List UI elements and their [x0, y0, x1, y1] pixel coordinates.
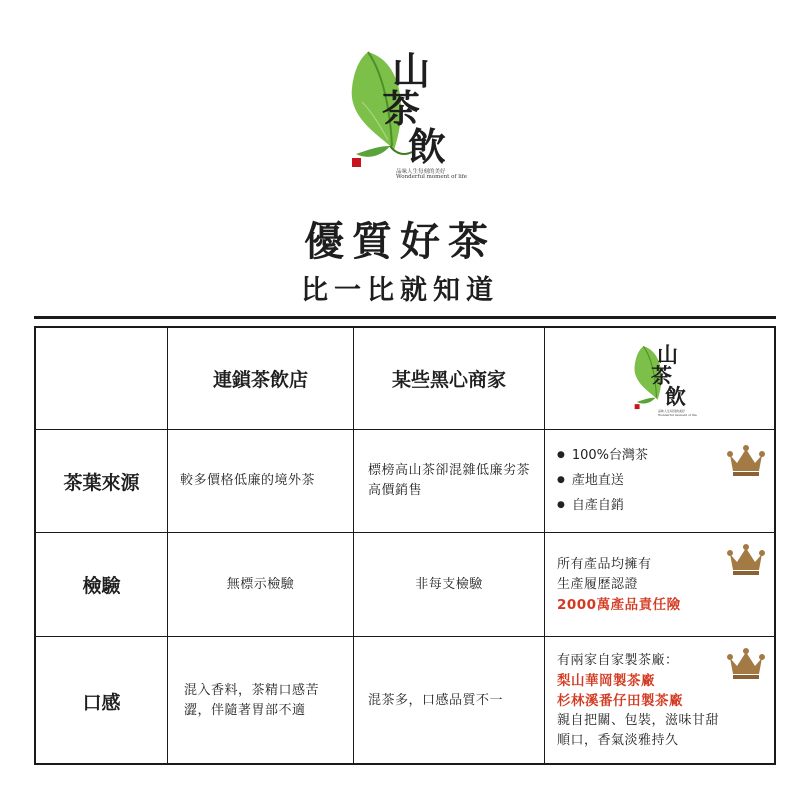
cell-chain-tea-source: 較多價格低廉的境外茶	[180, 473, 316, 488]
brand-logo-text: 山 茶 飲	[651, 342, 686, 409]
logo-tagline-cn: 品味人生每刻的美好	[396, 169, 446, 175]
row-header-tea-source: 茶葉來源	[63, 471, 140, 494]
insurance-highlight: 2000萬產品責任險	[557, 596, 681, 613]
logo-tagline-en: Wonderful moment of life	[658, 413, 697, 417]
list-item: ● 100%台灣茶	[557, 444, 648, 469]
text-line: 有兩家自家製茶廠：	[557, 653, 679, 668]
text-line: 生產履歷認證	[557, 576, 639, 592]
page-subtitle: 比一比就知道	[301, 275, 499, 306]
list-item: ● 自產自銷	[557, 494, 648, 519]
cell-chain-taste: 混入香料，茶精口感苦澀，伴隨著胃部不適	[184, 683, 320, 718]
column-header-blackheart: 某些黑心商家	[391, 369, 506, 391]
brand-logo-text: 山 茶 飲	[382, 48, 447, 169]
brand-logo-small	[627, 340, 697, 418]
factory-name: 梨山華岡製茶廠	[557, 673, 655, 689]
brand-logo	[338, 42, 466, 182]
red-seal-icon	[352, 158, 361, 167]
logo-tagline-en: Wonderful moment of life	[396, 174, 468, 180]
cell-blackheart-taste: 混茶多，口感品質不一	[368, 693, 504, 708]
crown-icon	[726, 542, 766, 578]
text-line: 親自把關、包裝，滋味甘甜	[557, 713, 720, 728]
row-header-inspection: 檢驗	[82, 575, 121, 597]
red-seal-icon	[635, 404, 640, 409]
cell-chain-inspection: 無標示檢驗	[226, 576, 295, 592]
crown-icon	[726, 443, 766, 479]
taste-lines	[557, 651, 719, 751]
text-line: 所有產品均擁有	[557, 556, 652, 572]
page-title: 優質好茶	[304, 219, 496, 265]
cell-blackheart-tea-source: 標榜高山茶卻混雜低廉劣茶高價銷售	[368, 463, 531, 498]
text-line: 順口，香氣淡雅持久	[557, 733, 679, 748]
comparison-table	[34, 326, 776, 765]
inspection-lines	[557, 555, 681, 615]
factory-name: 杉林溪番仔田製茶廠	[557, 693, 683, 709]
crown-icon	[726, 646, 766, 682]
feature-list	[557, 444, 648, 519]
logo-tagline-cn: 品味人生每刻的美好	[658, 409, 686, 413]
divider	[34, 316, 776, 319]
list-item: ● 產地直送	[557, 469, 648, 494]
row-header-taste: 口感	[82, 691, 121, 714]
column-header-chain: 連鎖茶飲店	[212, 369, 308, 391]
cell-blackheart-inspection: 非每支檢驗	[415, 576, 483, 592]
